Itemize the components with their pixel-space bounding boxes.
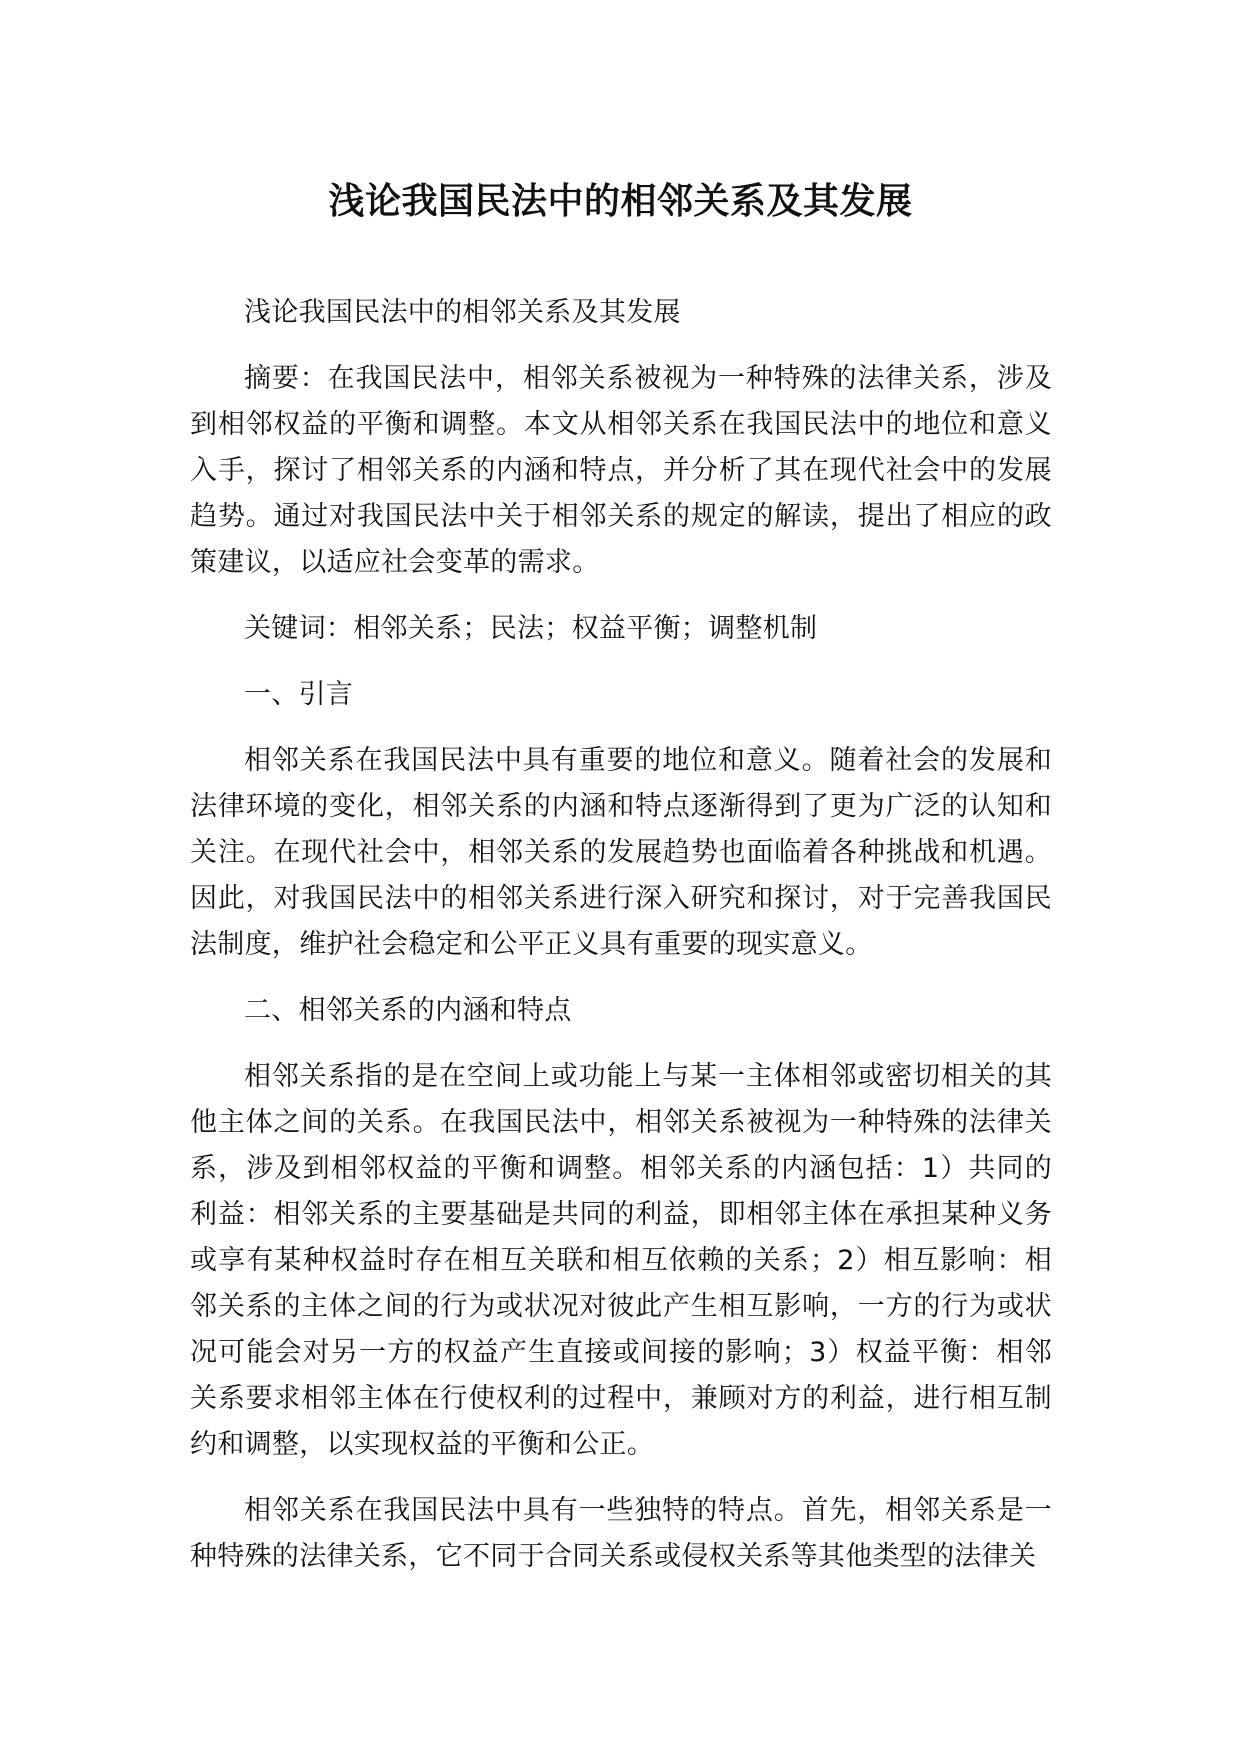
document-body: [190, 290, 1052, 1600]
paragraph-abstract: 摘要：在我国民法中，相邻关系被视为一种特殊的法律关系，涉及到相邻权益的平衡和调整。本文从相邻关系在我国民法中的地位和意义入手，探讨了相邻关系的内涵和特点，并分析了其在现代社会中的发展趋势。通过对我国民法中关于相邻关系的规定的解读，提出了相应的政策建议，以适应社会变革的需求。: [190, 363, 1052, 578]
paragraph-characteristics: 相邻关系在我国民法中具有一些独特的特点。首先，相邻关系是一种特殊的法律关系，它不同于合同关系或侵权关系等其他类型的法律关: [190, 1495, 1052, 1572]
paragraph-introduction: 相邻关系在我国民法中具有重要的地位和意义。随着社会的发展和法律环境的变化，相邻关系的内涵和特点逐渐得到了更为广泛的认知和关注。在现代社会中，相邻关系的发展趋势也面临着各种挑战和机遇。因此，对我国民法中的相邻关系进行深入研究和探讨，对于完善我国民法制度，维护社会稳定和公平正义具有重要的现实意义。: [190, 745, 1052, 960]
section-heading-introduction: 一、引言: [244, 679, 354, 710]
paragraph-subtitle: 浅论我国民法中的相邻关系及其发展: [244, 297, 681, 328]
document-title: 浅论我国民法中的相邻关系及其发展: [328, 181, 913, 222]
paragraph-connotation: 相邻关系指的是在空间上或功能上与某一主体相邻或密切相关的其他主体之间的关系。在我国民法中，相邻关系被视为一种特殊的法律关系，涉及到相邻权益的平衡和调整。相邻关系的内涵包括：1）共同的利益：相邻关系的主要基础是共同的利益，即相邻主体在承担某种义务或享有某种权益时存在相互关联和相互依赖的关系；2）相互影响：相邻关系的主体之间的行为或状况对彼此产生相互影响，一方的行为或状况可能会对另一方的权益产生直接或间接的影响；3）权益平衡：相邻关系要求相邻主体在行使权利的过程中，兼顾对方的利益，进行相互制约和调整，以实现权益的平衡和公正。: [190, 1061, 1052, 1460]
paragraph-keywords: 关键词：相邻关系；民法；权益平衡；调整机制: [244, 613, 818, 644]
section-heading-connotation: 二、相邻关系的内涵和特点: [244, 995, 572, 1026]
